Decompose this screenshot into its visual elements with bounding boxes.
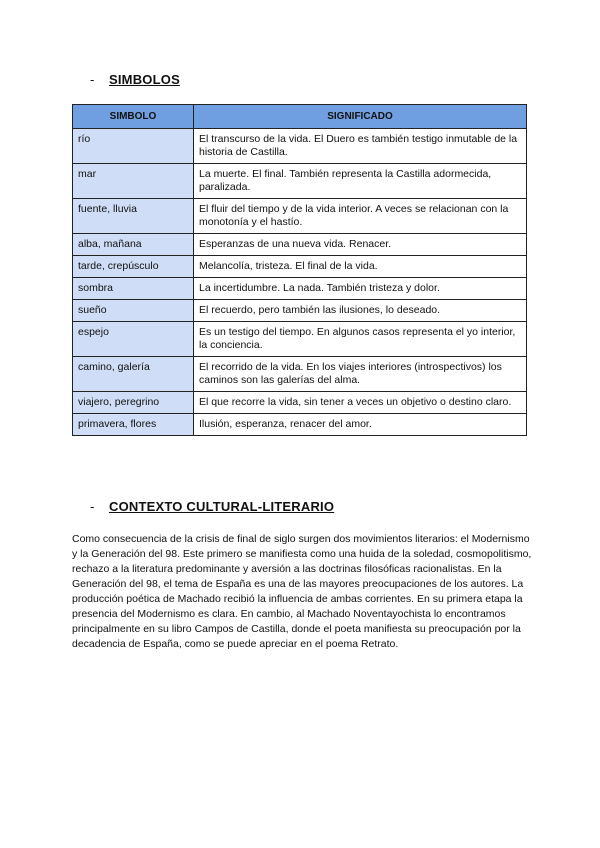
header-symbol: SIMBOLO [73,105,194,129]
symbol-cell: alba, mañana [73,234,194,256]
meaning-cell: Melancolía, tristeza. El final de la vida. [194,256,527,278]
meaning-cell: Ilusión, esperanza, renacer del amor. [194,414,527,436]
table-row [73,234,527,256]
table-row [73,322,527,357]
meaning-cell: El recuerdo, pero también las ilusiones, lo deseado. [194,300,527,322]
symbols-title: SIMBOLOS [109,72,180,87]
meaning-cell: La incertidumbre. La nada. También tristeza y dolor. [194,278,527,300]
meaning-cell: El que recorre la vida, sin tener a veces un objetivo o destino claro. [194,392,527,414]
symbol-cell: tarde, crepúsculo [73,256,194,278]
table-row [73,164,527,199]
meaning-cell: Es un testigo del tiempo. En algunos casos representa el yo interior, la conciencia. [194,322,527,357]
context-bullet: - [90,499,95,514]
symbol-cell: mar [73,164,194,199]
table-row [73,256,527,278]
meaning-cell: El fluir del tiempo y de la vida interior. A veces se relacionan con la monotonía y el hastío. [194,199,527,234]
table-row [73,392,527,414]
symbols-heading [90,72,180,87]
symbol-cell: fuente, lluvia [73,199,194,234]
symbol-cell: espejo [73,322,194,357]
meaning-cell: Esperanzas de una nueva vida. Renacer. [194,234,527,256]
symbol-cell: primavera, flores [73,414,194,436]
meaning-cell: El transcurso de la vida. El Duero es también testigo inmutable de la historia de Castilla. [194,129,527,164]
table-row [73,300,527,322]
context-title: CONTEXTO CULTURAL-LITERARIO [109,499,335,514]
symbol-cell: viajero, peregrino [73,392,194,414]
table-row [73,129,527,164]
header-meaning: SIGNIFICADO [194,105,527,129]
symbols-table [72,104,527,436]
symbol-cell: sombra [73,278,194,300]
table-row [73,357,527,392]
table-row [73,278,527,300]
context-heading [90,499,334,514]
symbol-cell: sueño [73,300,194,322]
context-paragraph: Como consecuencia de la crisis de final de siglo surgen dos movimientos literarios: el Modernismo y la Generación del 98. Este primero se manifiesta como una huida de la soledad, cosmopolitismo, rechazo a la literatura predominante y aversión a las doctrinas filosóficas racionalistas. En la Generación del 98, el tema de España es una de las mayores preocupaciones de los autores. La producción poética de Machado recibió la influencia de ambas corrientes. En su primera etapa la presencia del Modernismo es clara. En cambio, al Machado Noventayochista lo encontramos principalmente en su libro Campos de Castilla, donde el poeta manifiesta su preocupación por la decadencia de España, como se puede apreciar en el poema Retrato. [72,533,532,650]
table-row [73,199,527,234]
table-row [73,414,527,436]
symbols-bullet: - [90,72,95,87]
symbol-cell: río [73,129,194,164]
symbol-cell: camino, galería [73,357,194,392]
meaning-cell: El recorrido de la vida. En los viajes interiores (introspectivos) los caminos son las galerías del alma. [194,357,527,392]
meaning-cell: La muerte. El final. También representa la Castilla adormecida, paralizada. [194,164,527,199]
table-header-row [73,105,527,129]
